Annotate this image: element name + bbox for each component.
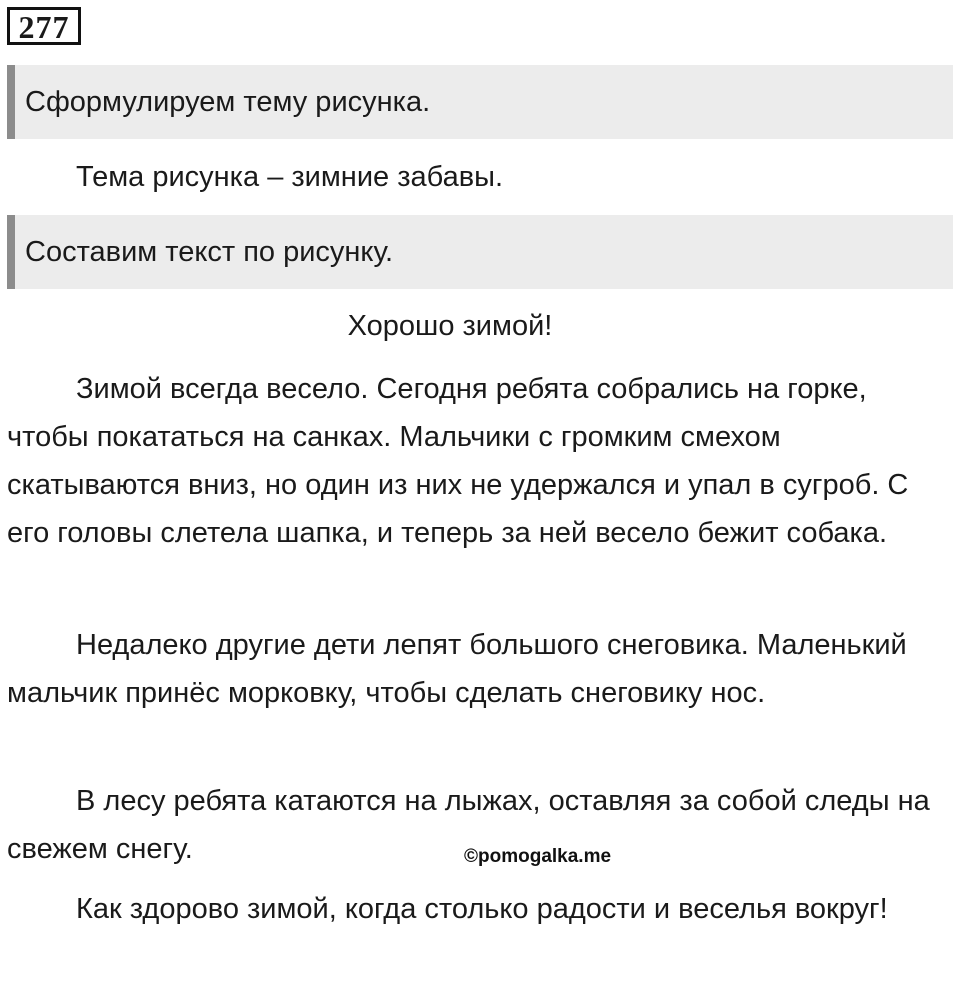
- story-paragraph-1: Зимой всегда весело. Сегодня ребята собрались на горке, чтобы покататься на санках. Мальчики с громким смехом скатываются вниз, но один из них не удержался и упал в сугроб. С его головы слетела шапка, и теперь за ней весело бежит собака.: [7, 373, 909, 549]
- task-number-box: 277: [7, 7, 81, 45]
- prompt-theme-text: Сформулируем тему рисунка.: [25, 85, 431, 118]
- prompt-compose-text: Составим текст по рисунку.: [25, 235, 394, 268]
- story-paragraph-2: Недалеко другие дети лепят большого снеговика. Маленький мальчик принёс морковку, чтобы сделать снеговику нос.: [7, 629, 907, 709]
- prompt-band-theme: [7, 65, 953, 139]
- story-paragraph-3: В лесу ребята катаются на лыжах, оставляя за собой следы на свежем снегу.: [7, 785, 930, 865]
- prompt-band-compose: [7, 215, 953, 289]
- watermark: ©pomogalka.me: [464, 846, 612, 867]
- story-title: Хорошо зимой!: [347, 310, 553, 342]
- story-paragraph-4: Как здорово зимой, когда столько радости и веселья вокруг!: [76, 893, 888, 925]
- theme-answer: Тема рисунка – зимние забавы.: [76, 161, 504, 193]
